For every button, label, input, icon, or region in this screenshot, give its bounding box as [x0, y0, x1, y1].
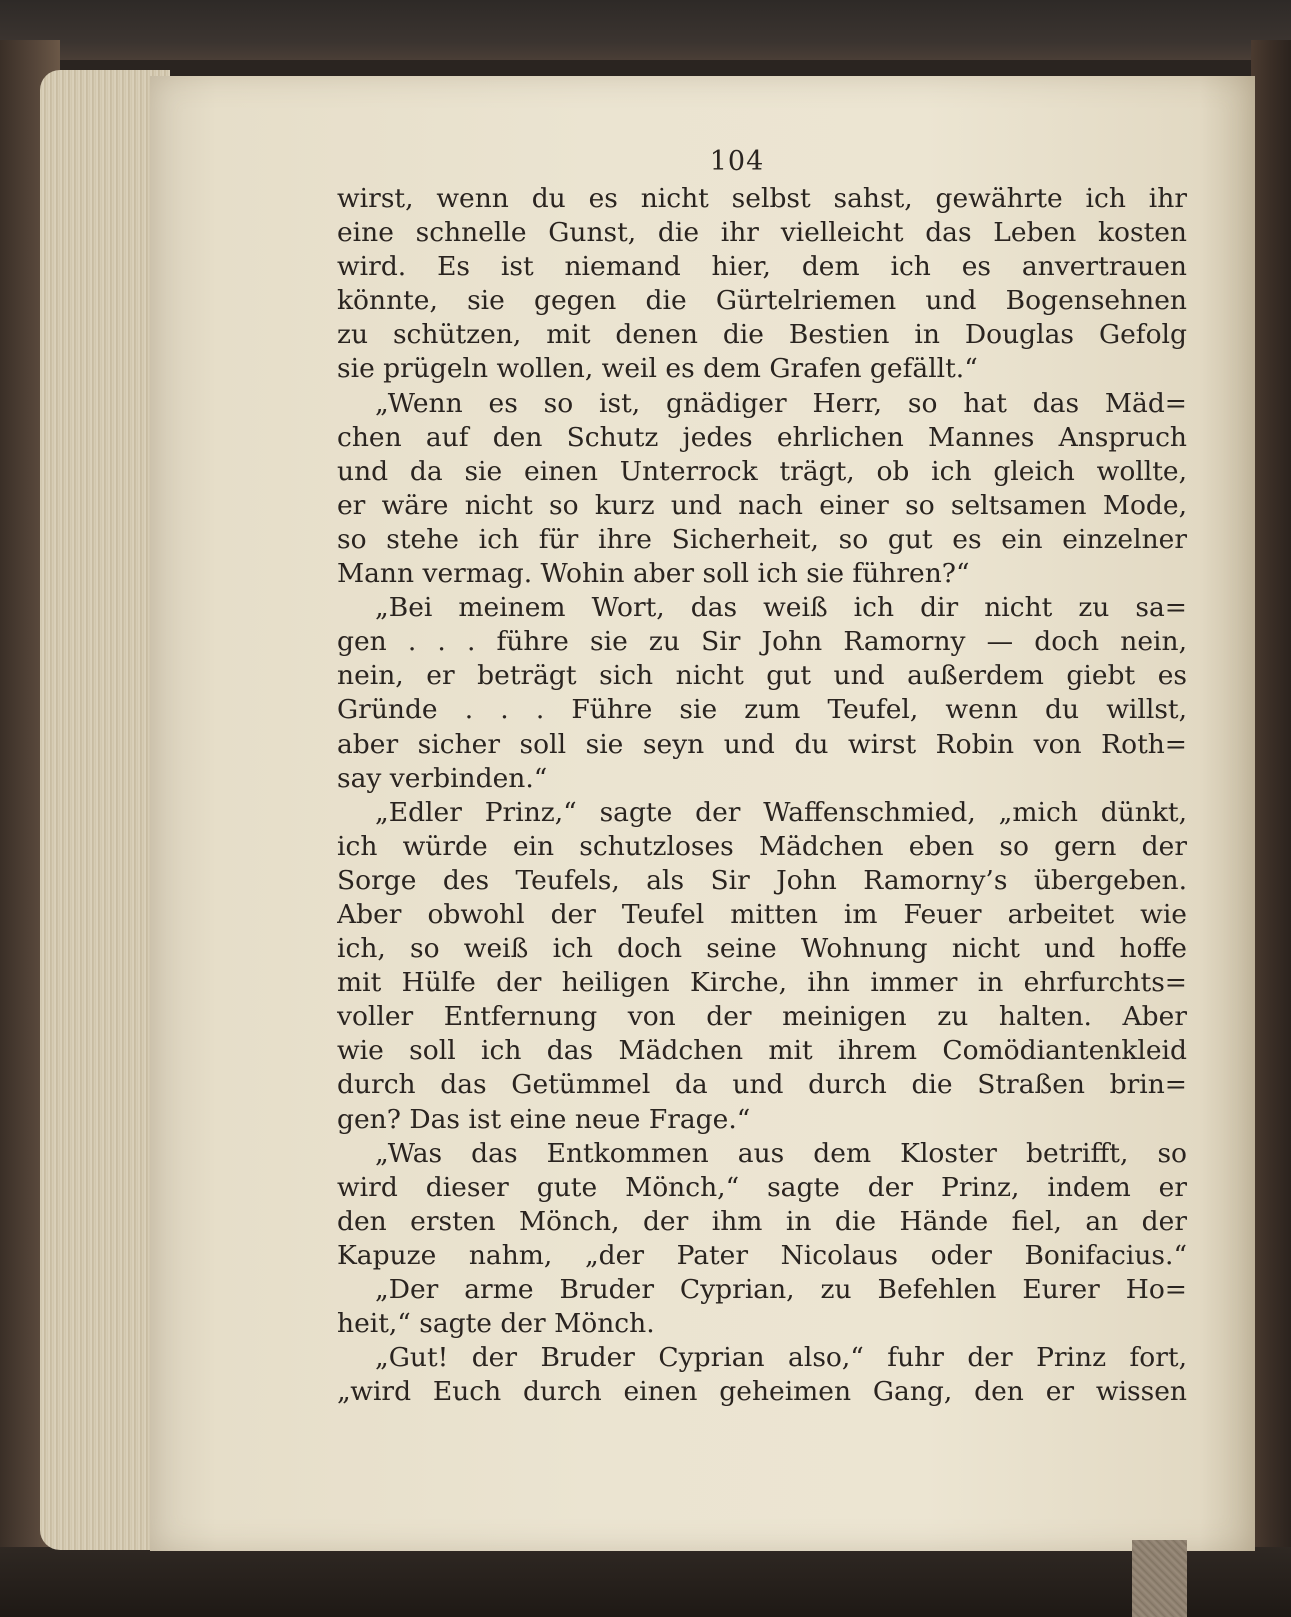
book-cover-right: [1251, 40, 1291, 1570]
text-line: mit Hülfe der heiligen Kirche, ihn immer in ehrfurchts=: [337, 967, 1187, 999]
text-line: „Wenn es so ist, gnädiger Herr, so hat das Mäd=: [375, 387, 1187, 419]
text-line: wird. Es ist niemand hier, dem ich es anvertrauen: [337, 251, 1187, 283]
text-line: zu schützen, mit denen die Bestien in Douglas Gefolg: [337, 319, 1187, 351]
text-line: wirst, wenn du es nicht selbst sahst, gewährte ich ihr: [337, 183, 1187, 214]
text-line: Sorge des Teufels, als Sir John Ramorny’s übergeben.: [337, 864, 1187, 896]
text-line: sie prügeln wollen, weil es dem Grafen gefällt.“: [337, 353, 978, 385]
text-line: voller Entfernung von der meinigen zu halten. Aber: [337, 1001, 1187, 1033]
text-line: heit,“ sagte der Mönch.: [337, 1308, 655, 1340]
text-line: „Der arme Bruder Cyprian, zu Befehlen Eurer Ho=: [375, 1274, 1187, 1305]
text-line: Kapuze nahm, „der Pater Nicolaus oder Bonifacius.“: [337, 1239, 1187, 1271]
book-cover-bottom: [0, 1547, 1291, 1617]
text-line: könnte, sie gegen die Gürtelriemen und Bogensehnen: [337, 285, 1187, 317]
text-line: gen . . . führe sie zu Sir John Ramorny — doch nein,: [337, 626, 1187, 658]
text-line: Gründe . . . Führe sie zum Teufel, wenn du willst,: [337, 694, 1187, 726]
text-line: den ersten Mönch, der ihm in die Hände fiel, an der: [337, 1205, 1187, 1237]
text-line: Mann vermag. Wohin aber soll ich sie führen?“: [337, 558, 970, 590]
text-line: „Gut! der Bruder Cyprian also,“ fuhr der Prinz fort,: [375, 1342, 1187, 1374]
text-line: durch das Getümmel da und durch die Straßen brin=: [337, 1069, 1187, 1101]
page-number: 104: [709, 146, 765, 177]
text-line: und da sie einen Unterrock trägt, ob ich gleich wollte,: [337, 455, 1187, 487]
text-line: „Was das Entkommen aus dem Kloster betrifft, so: [375, 1137, 1187, 1169]
text-line: „Edler Prinz,“ sagte der Waffenschmied, „mich dünkt,: [375, 796, 1187, 828]
book-cover-top: [0, 0, 1291, 60]
text-line: „wird Euch durch einen geheimen Gang, den er wissen: [337, 1376, 1187, 1408]
text-line: say verbinden.“: [337, 762, 548, 794]
text-line: eine schnelle Gunst, die ihr vielleicht das Leben kosten: [337, 217, 1187, 249]
text-line: aber sicher soll sie seyn und du wirst Robin von Roth=: [337, 728, 1187, 760]
text-line: wie soll ich das Mädchen mit ihrem Comödiantenkleid: [337, 1035, 1187, 1067]
text-line: er wäre nicht so kurz und nach einer so seltsamen Mode,: [337, 489, 1187, 521]
text-line: so stehe ich für ihre Sicherheit, so gut es ein einzelner: [337, 523, 1187, 555]
text-line: wird dieser gute Mönch,“ sagte der Prinz, indem er: [337, 1171, 1187, 1203]
text-line: ich würde ein schutzloses Mädchen eben so gern der: [337, 830, 1187, 862]
text-line: nein, er beträgt sich nicht gut und außerdem giebt es: [337, 660, 1187, 692]
text-line: chen auf den Schutz jedes ehrlichen Mannes Anspruch: [337, 421, 1187, 453]
ribbon-bookmark: [1132, 1540, 1187, 1617]
page-text: [337, 142, 1187, 1409]
text-line: ich, so weiß ich doch seine Wohnung nicht und hoffe: [337, 933, 1187, 965]
text-line: Aber obwohl der Teufel mitten im Feuer arbeitet wie: [337, 898, 1187, 930]
text-lines: [337, 182, 1187, 1409]
text-line: „Bei meinem Wort, das weiß ich dir nicht zu sa=: [375, 592, 1187, 624]
text-line: gen? Das ist eine neue Frage.“: [337, 1103, 751, 1135]
